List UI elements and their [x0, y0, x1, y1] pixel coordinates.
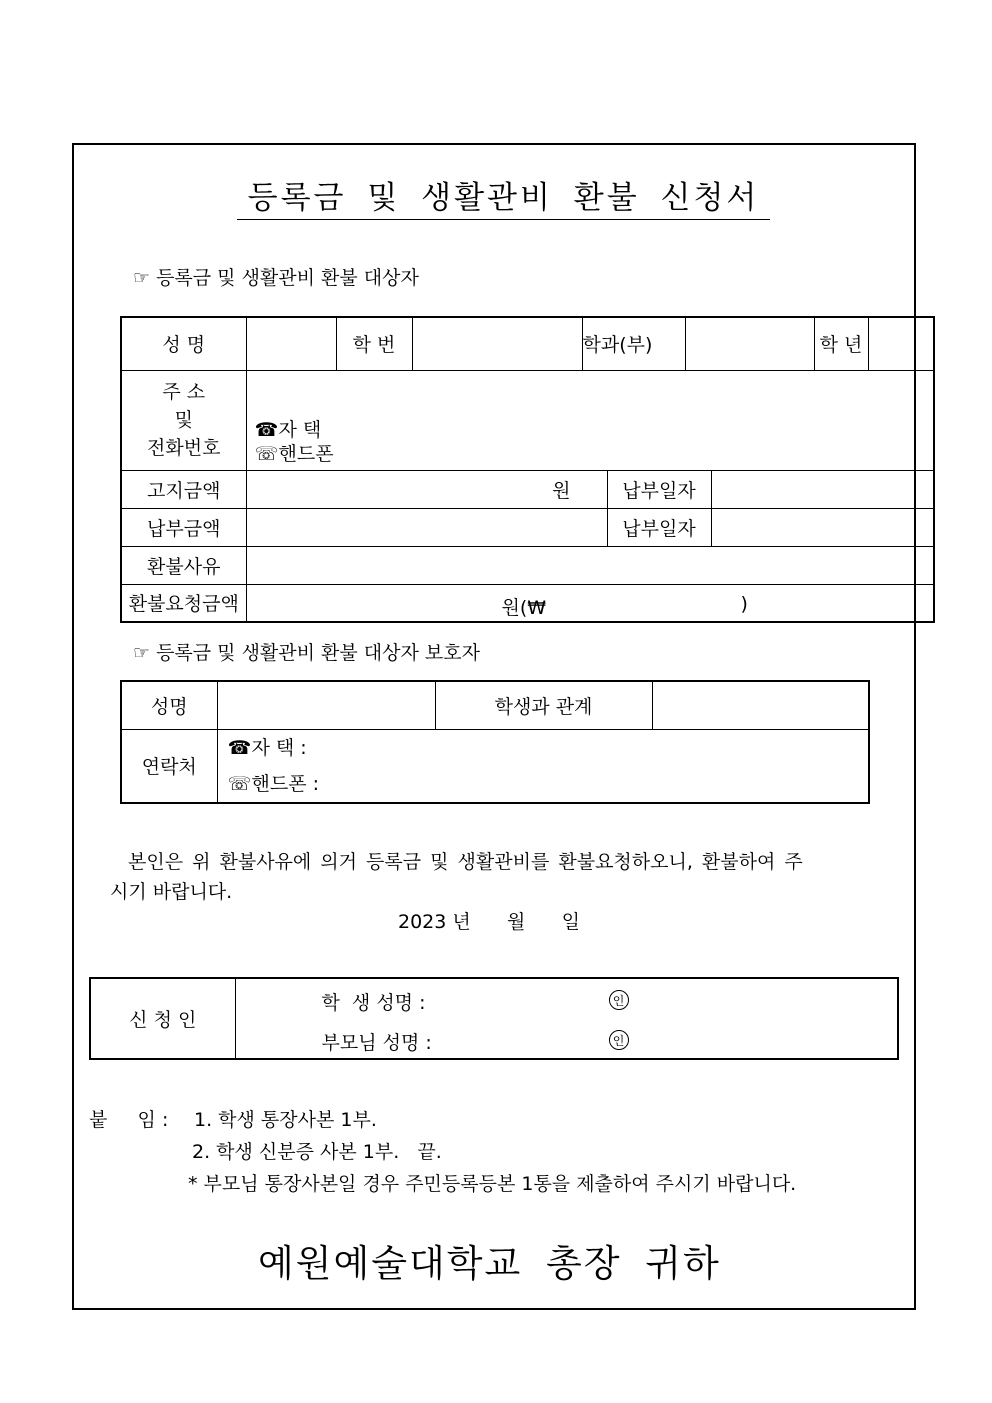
- won-unit: 원: [552, 479, 571, 502]
- notice-amount-field[interactable]: [246, 470, 607, 508]
- refund-reason-label: 환불사유: [121, 546, 246, 584]
- applicant-signature-table: [89, 977, 899, 1060]
- signature-area[interactable]: [235, 978, 898, 1059]
- notice-amount-label: 고지금액: [121, 470, 246, 508]
- home-phone-line: [255, 418, 934, 442]
- attach-note: * 부모님 통장사본일 경우 주민등록등본 1통을 제출하여 주시기 바랍니다.: [188, 1173, 797, 1195]
- student-sign-label: 학 생 성명 :: [321, 992, 426, 1014]
- relation-field[interactable]: [652, 681, 869, 729]
- name-field[interactable]: [246, 317, 336, 370]
- year-label: 학 년: [814, 317, 868, 370]
- attach-item-1: 1. 학생 통장사본 1부.: [194, 1109, 377, 1131]
- pay-date-field-2[interactable]: [711, 508, 934, 546]
- section-heading-guardian: ☞ 등록금 및 생활관비 환불 대상자 보호자: [133, 642, 480, 664]
- attach-item-2: 2. 학생 신분증 사본 1부. 끝.: [192, 1141, 442, 1163]
- statement-line-2: 시기 바랍니다.: [110, 881, 233, 903]
- won-krw-label: 원(₩: [501, 596, 547, 619]
- contact-label: 연락처: [121, 729, 217, 803]
- guardian-name-field[interactable]: [217, 681, 435, 729]
- guardian-name-label: 성명: [121, 681, 217, 729]
- close-paren: ): [740, 592, 748, 615]
- name-label: 성 명: [121, 317, 246, 370]
- guardian-home-line: [228, 730, 869, 766]
- address-label-line2: 및: [174, 409, 193, 431]
- student-no-field[interactable]: [412, 317, 582, 370]
- paid-amount-field[interactable]: [246, 508, 607, 546]
- phone-icon: ☎: [254, 418, 279, 441]
- mobile-phone-icon: ☏: [227, 772, 252, 795]
- seal-icon: 인: [609, 1030, 629, 1050]
- date-line: 2023 년 월 일: [398, 911, 580, 933]
- guardian-table: [120, 680, 870, 804]
- addressee-footer: 예원예술대학교 총장 귀하: [258, 1242, 721, 1285]
- mobile-phone-line: [255, 442, 934, 466]
- guardian-mobile-line: [228, 766, 869, 802]
- dept-field[interactable]: [685, 317, 814, 370]
- refund-reason-field[interactable]: [246, 546, 934, 584]
- phone-icon: ☎: [227, 736, 252, 759]
- home-phone-label: 자 택: [278, 418, 322, 441]
- address-label-line1: 주 소: [162, 381, 206, 403]
- refund-request-amount-label: 환불요청금액: [121, 584, 246, 622]
- student-no-label: 학 번: [336, 317, 412, 370]
- pay-date-label-2: 납부일자: [607, 508, 711, 546]
- section-heading-applicant: ☞ 등록금 및 생활관비 환불 대상자: [133, 267, 419, 289]
- year-field[interactable]: [868, 317, 934, 370]
- document-title: 등록금 및 생활관비 환불 신청서: [237, 172, 770, 220]
- parent-sign-label: 부모님 성명 :: [321, 1032, 432, 1054]
- guardian-home-label: 자 택 :: [251, 736, 307, 759]
- relation-label: 학생과 관계: [435, 681, 652, 729]
- address-label: [121, 370, 246, 470]
- pay-date-label-1: 납부일자: [607, 470, 711, 508]
- applicant-label: 신 청 인: [90, 978, 235, 1059]
- address-field[interactable]: [246, 370, 934, 470]
- dept-label: 학과(부): [582, 317, 685, 370]
- seal-icon: 인: [609, 990, 629, 1010]
- mobile-phone-icon: ☏: [254, 442, 279, 465]
- applicant-table: [120, 316, 935, 623]
- statement-line-1: 본인은 위 환불사유에 의거 등록금 및 생활관비를 환불요청하오니, 환불하여 주: [128, 851, 803, 873]
- paid-amount-label: 납부금액: [121, 508, 246, 546]
- pay-date-field-1[interactable]: [711, 470, 934, 508]
- address-label-line3: 전화번호: [147, 437, 221, 459]
- contact-field[interactable]: [217, 729, 869, 803]
- mobile-phone-label: 핸드폰: [278, 442, 334, 465]
- refund-request-amount-field[interactable]: [246, 584, 934, 622]
- guardian-mobile-label: 핸드폰 :: [251, 772, 320, 795]
- attach-label: 붙 임 :: [89, 1109, 169, 1131]
